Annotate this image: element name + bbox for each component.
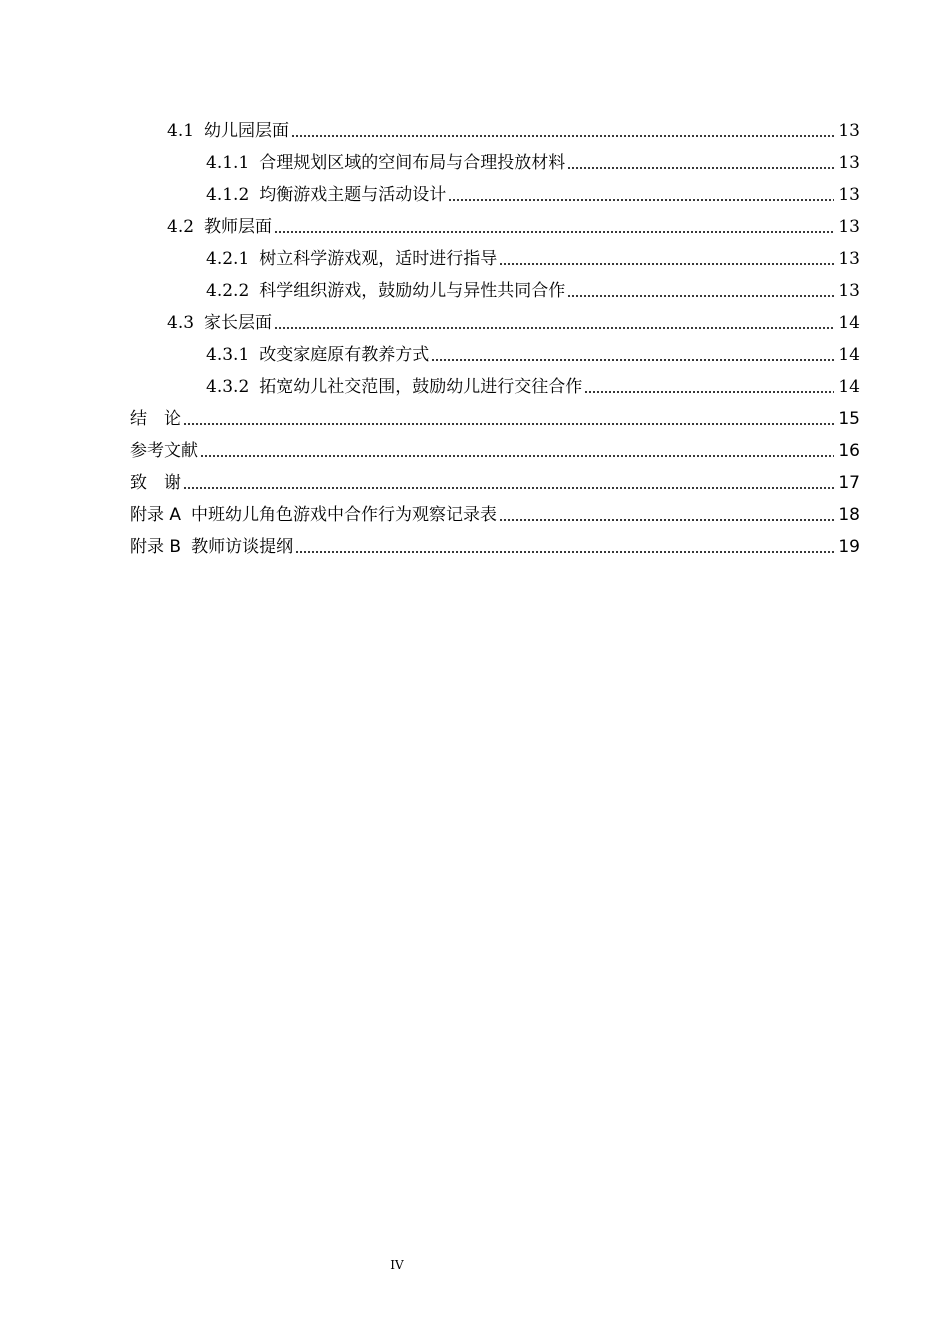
table-of-contents — [0, 115, 950, 563]
toc-entry-title: 树立科学游戏观，适时进行指导 — [259, 249, 498, 269]
dot-leader — [200, 455, 834, 457]
toc-entry-4-2[interactable] — [0, 211, 950, 243]
toc-entry-conclusion[interactable] — [0, 403, 950, 435]
dot-leader — [295, 551, 834, 553]
toc-entry-page: 18 — [838, 505, 860, 525]
toc-entry-number: 4.1 — [167, 121, 195, 141]
toc-entry-4-1-1[interactable] — [0, 147, 950, 179]
toc-entry-appendix-a[interactable] — [0, 499, 950, 531]
dot-leader — [274, 231, 834, 233]
toc-entry-number: 4.1.1 — [206, 153, 250, 173]
toc-entry-number: 4.2.2 — [206, 281, 250, 301]
dot-leader — [567, 295, 834, 297]
toc-entry-page: 13 — [838, 121, 860, 141]
toc-entry-4-1[interactable] — [0, 115, 950, 147]
dot-leader — [183, 423, 834, 425]
toc-entry-page: 17 — [838, 473, 860, 493]
toc-entry-4-3[interactable] — [0, 307, 950, 339]
toc-entry-page: 13 — [838, 217, 860, 237]
toc-entry-acknowledgements[interactable] — [0, 467, 950, 499]
dot-leader — [499, 263, 834, 265]
toc-entry-number: 附录 A — [130, 505, 182, 525]
toc-entry-title: 幼儿园层面 — [204, 121, 290, 141]
toc-entry-title: 教师访谈提纲 — [191, 537, 294, 557]
toc-entry-title: 科学组织游戏，鼓励幼儿与异性共同合作 — [259, 281, 566, 301]
toc-entry-title: 拓宽幼儿社交范围，鼓励幼儿进行交往合作 — [259, 377, 583, 397]
toc-entry-page: 16 — [838, 441, 860, 461]
toc-entry-title: 均衡游戏主题与活动设计 — [259, 185, 447, 205]
dot-leader — [274, 327, 834, 329]
toc-entry-page: 13 — [838, 281, 860, 301]
toc-entry-4-2-2[interactable] — [0, 275, 950, 307]
dot-leader — [584, 391, 834, 393]
dot-leader — [499, 519, 834, 521]
toc-entry-page: 14 — [838, 377, 860, 397]
dot-leader — [291, 135, 834, 137]
toc-entry-4-1-2[interactable] — [0, 179, 950, 211]
toc-entry-page: 14 — [838, 345, 860, 365]
toc-entry-page: 19 — [838, 537, 860, 557]
toc-entry-title: 中班幼儿角色游戏中合作行为观察记录表 — [191, 505, 498, 525]
toc-entry-number: 4.3.1 — [206, 345, 250, 365]
toc-entry-page: 13 — [838, 185, 860, 205]
toc-entry-page: 15 — [838, 409, 860, 429]
toc-entry-title: 致 谢 — [130, 473, 181, 493]
toc-entry-4-2-1[interactable] — [0, 243, 950, 275]
toc-entry-number: 4.3 — [167, 313, 195, 333]
toc-entry-page: 13 — [838, 249, 860, 269]
dot-leader — [183, 487, 834, 489]
toc-entry-number: 4.2 — [167, 217, 195, 237]
toc-entry-page: 13 — [838, 153, 860, 173]
toc-entry-title: 改变家庭原有教养方式 — [259, 345, 430, 365]
toc-entry-number: 附录 B — [130, 537, 182, 557]
toc-entry-references[interactable] — [0, 435, 950, 467]
dot-leader — [567, 167, 834, 169]
toc-entry-4-3-2[interactable] — [0, 371, 950, 403]
toc-entry-appendix-b[interactable] — [0, 531, 950, 563]
toc-entry-title: 结 论 — [130, 409, 181, 429]
page-number: IV — [390, 1258, 404, 1272]
toc-entry-number: 4.1.2 — [206, 185, 250, 205]
toc-entry-number: 4.2.1 — [206, 249, 250, 269]
toc-entry-title: 参考文献 — [130, 441, 198, 461]
toc-entry-number: 4.3.2 — [206, 377, 250, 397]
toc-entry-4-3-1[interactable] — [0, 339, 950, 371]
dot-leader — [431, 359, 834, 361]
toc-entry-title: 教师层面 — [204, 217, 273, 237]
toc-entry-page: 14 — [838, 313, 860, 333]
toc-entry-title: 家长层面 — [204, 313, 273, 333]
dot-leader — [448, 199, 834, 201]
toc-entry-title: 合理规划区域的空间布局与合理投放材料 — [259, 153, 566, 173]
